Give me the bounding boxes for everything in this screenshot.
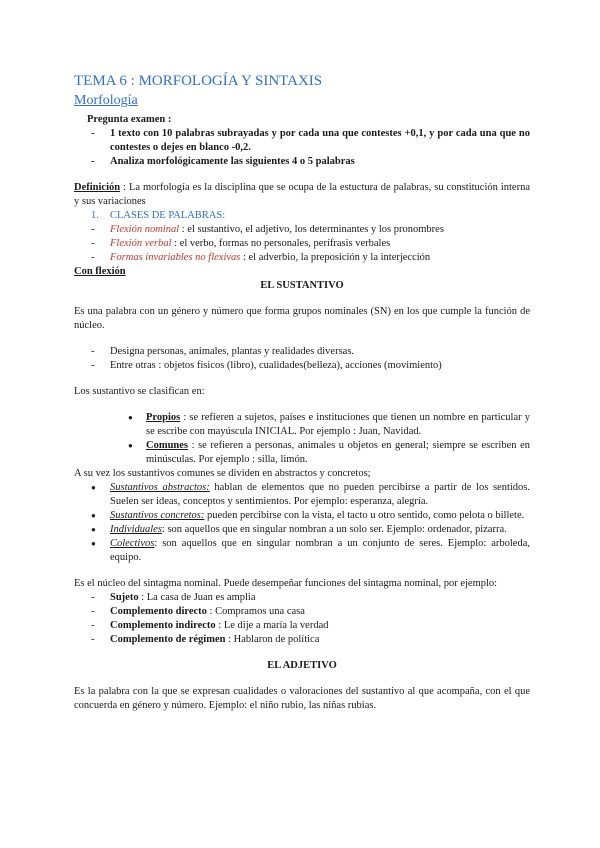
use-item: - Entre otras : objetos físicos (libro), cualidades(belleza), acciones (movimiento) (74, 359, 530, 373)
classes-number: 1. (91, 210, 99, 221)
noun-subtype-text: pueden percibirse con la vista, el tacto u otro sentido, como pelota o billete. (204, 510, 525, 521)
definition-text: : La morfología es la disciplina que se ocupa de la estuctura de palabras, su constitución interna y sus variaciones (74, 182, 530, 207)
adjetivo-heading: EL ADJETIVO (267, 660, 337, 671)
classify-intro: Los sustantivo se clasifican en: (74, 386, 205, 397)
function-term: Complemento de régimen (110, 634, 226, 645)
function-text: : Compramos una casa (206, 606, 305, 617)
noun-subtype-item (74, 481, 530, 509)
function-text: : La casa de Juan es amplia (138, 592, 256, 603)
function-term: Complemento directo (110, 606, 207, 617)
use-item: - Designa personas, animales, plantas y realidades diversas. (74, 345, 530, 359)
common-intro: A su vez los sustantivos comunes se dividen en abstractos y concretos; (74, 468, 371, 479)
function-item (74, 633, 530, 647)
noun-type-term: Propios (146, 412, 181, 423)
noun-type-item (74, 411, 530, 439)
sustantivo-heading: EL SUSTANTIVO (260, 280, 344, 291)
con-flexion-label: Con flexión (74, 266, 126, 277)
noun-subtype-item (74, 523, 530, 537)
adjetivo-intro: Es la palabra con la que se expresan cualidades o valoraciones del sustantivo al que acompaña, con el que concuerda en género y número. Ejemplo: el niño rubio, las niñas rubias. (74, 686, 530, 711)
noun-type-item (74, 439, 530, 467)
function-text: : Le dije a maría la verdad (215, 620, 329, 631)
class-text: : el sustantivo, el adjetivo, los determinantes y los pronombres (179, 224, 444, 235)
class-item (74, 251, 530, 265)
class-term: Formas invariables no flexivas (110, 252, 241, 263)
noun-subtype-text: : son aquellos que en singular nombran a un conjunto de seres. Ejemplo: arboleda, equipo. (110, 538, 530, 563)
classes-heading-label: CLASES DE PALABRAS: (110, 210, 226, 221)
exam-list (74, 127, 530, 169)
function-term: Sujeto (110, 592, 139, 603)
exam-item: - Analiza morfológicamente las siguientes 4 o 5 palabras (74, 155, 530, 169)
sustantivo-uses (74, 345, 530, 373)
noun-types (74, 411, 530, 467)
definition (74, 181, 530, 209)
noun-subtype-text: hablan de elementos que no pueden percibirse a partir de los sentidos. Suelen ser ideas, conceptos y sentimientos. Por ejemplo: esperanza, alegría. (110, 482, 531, 507)
document-body (74, 72, 530, 713)
exam-label: Pregunta examen : (87, 114, 172, 125)
noun-subtype-item (74, 537, 530, 565)
class-term: Flexión nominal (110, 224, 180, 235)
definition-term: Definición (74, 182, 121, 193)
exam-item: - 1 texto con 10 palabras subrayadas y por cada una que contestes +0,1, y por cada una que no contestes o dejes en blanco -0,2. (74, 127, 530, 155)
classes-list (74, 223, 530, 265)
class-term: Flexión verbal (110, 238, 172, 249)
function-term: Complemento indirecto (110, 620, 216, 631)
function-text: : Hablaron de política (225, 634, 320, 645)
class-item (74, 223, 530, 237)
section-title: Morfología (74, 93, 138, 108)
class-item (74, 237, 530, 251)
noun-type-term: Comunes (146, 440, 189, 451)
class-text: : el verbo, formas no personales, perífrasis verbales (171, 238, 391, 249)
noun-subtype-text: : son aquellos que en singular nombran a un solo ser. Ejemplo: ordenador, pizarra. (161, 524, 507, 535)
noun-subtype-term: Colectivos (110, 538, 155, 549)
noun-subtype-item (74, 509, 530, 523)
function-item (74, 591, 530, 605)
function-item (74, 605, 530, 619)
noun-type-text: : se refieren a personas, animales u objetos en general; siempre se escriben en minúsculas. Por ejemplo : silla, limón. (146, 440, 530, 465)
functions-intro: Es el núcleo del sintagma nominal. Puede desempeñar funciones del sintagma nominal, por ejemplo: (74, 578, 498, 589)
doc-title: TEMA 6 : MORFOLOGÍA Y SINTAXIS (74, 73, 323, 89)
sustantivo-intro: Es una palabra con un género y número que forma grupos nominales (SN) en los que cumple la función de núcleo. (74, 306, 530, 331)
function-item (74, 619, 530, 633)
noun-subtypes (74, 481, 530, 565)
class-text: : el adverbio, la preposición y la interjección (240, 252, 431, 263)
noun-subtype-term: Individuales (110, 524, 162, 535)
noun-subtype-term: Sustantivos abstractos: (110, 482, 210, 493)
classes-heading (74, 209, 530, 223)
noun-type-text: : se refieren a sujetos, países e instituciones que tienen un nombre en particular y se escribe con mayúscula INICIAL. Por ejemplo : Juan, Navidad. (146, 412, 530, 437)
noun-subtype-term: Sustantivos concretos: (110, 510, 205, 521)
functions-list (74, 591, 530, 647)
